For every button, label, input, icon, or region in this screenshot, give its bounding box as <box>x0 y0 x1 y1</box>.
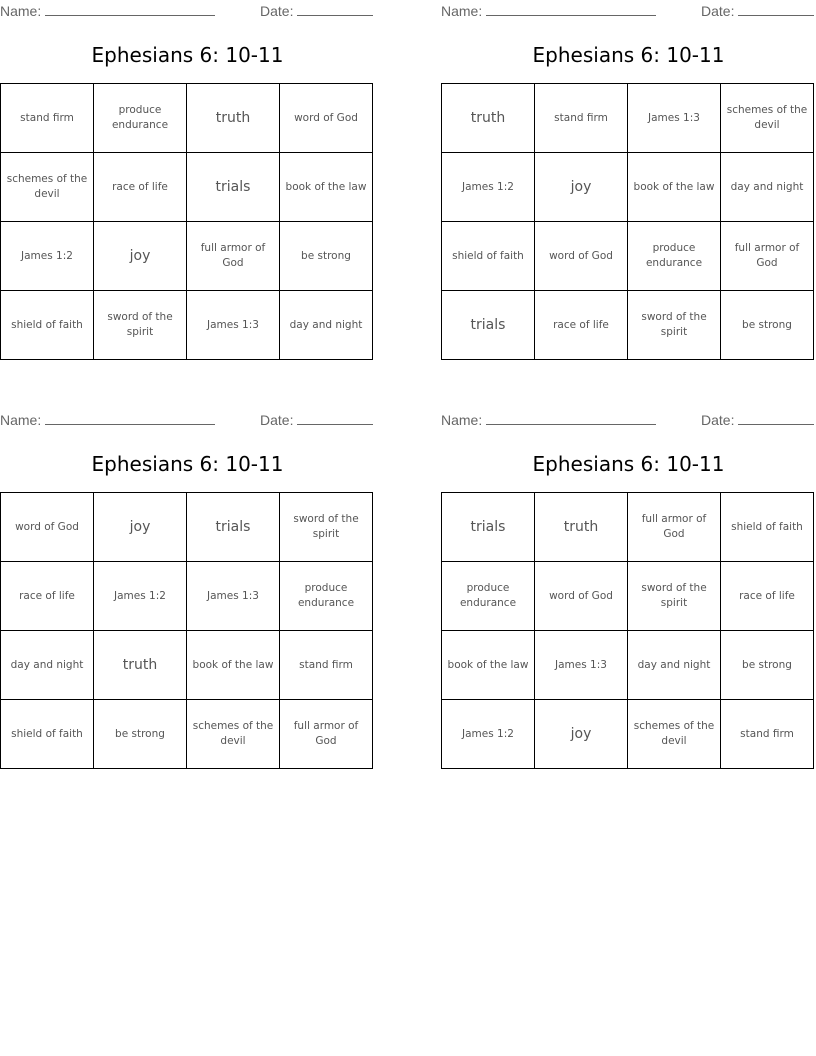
bingo-cell[interactable]: be strong <box>280 222 373 291</box>
bingo-cell[interactable]: day and night <box>628 631 721 700</box>
bingo-cell[interactable]: full armor of God <box>280 700 373 769</box>
bingo-cell[interactable]: sword of the spirit <box>628 291 721 360</box>
bingo-cell[interactable]: trials <box>187 493 280 562</box>
bingo-cell[interactable]: James 1:3 <box>187 291 280 360</box>
bingo-cell[interactable]: race of life <box>94 153 187 222</box>
bingo-cell[interactable]: James 1:2 <box>442 700 535 769</box>
name-line <box>486 3 656 16</box>
bingo-cell[interactable]: sword of the spirit <box>94 291 187 360</box>
bingo-grid <box>441 83 814 360</box>
bingo-card-4 <box>441 409 816 747</box>
bingo-card-1 <box>0 0 375 338</box>
date-label: Date: <box>260 412 294 428</box>
bingo-cell[interactable]: sword of the spirit <box>280 493 373 562</box>
date-field[interactable] <box>260 412 373 428</box>
bingo-cell[interactable]: be strong <box>721 291 814 360</box>
bingo-cell[interactable]: produce endurance <box>280 562 373 631</box>
name-field[interactable] <box>441 412 656 428</box>
bingo-cell[interactable]: shield of faith <box>1 291 94 360</box>
bingo-cell[interactable]: produce endurance <box>442 562 535 631</box>
bingo-cell[interactable]: schemes of the devil <box>721 84 814 153</box>
card-title: Ephesians 6: 10-11 <box>532 43 725 67</box>
bingo-cell[interactable]: shield of faith <box>721 493 814 562</box>
name-line <box>45 3 215 16</box>
bingo-cell[interactable]: book of the law <box>442 631 535 700</box>
date-label: Date: <box>260 3 294 19</box>
bingo-cell[interactable]: word of God <box>280 84 373 153</box>
bingo-cell[interactable]: joy <box>94 493 187 562</box>
bingo-cell[interactable]: stand firm <box>535 84 628 153</box>
bingo-grid <box>441 492 814 769</box>
bingo-cell[interactable]: produce endurance <box>94 84 187 153</box>
date-field[interactable] <box>701 412 814 428</box>
bingo-cell[interactable]: be strong <box>94 700 187 769</box>
bingo-cell[interactable]: sword of the spirit <box>628 562 721 631</box>
bingo-cell[interactable]: word of God <box>535 562 628 631</box>
bingo-grid <box>0 83 373 360</box>
grid-row <box>442 631 814 700</box>
name-date-row <box>0 0 375 22</box>
grid-row <box>1 84 373 153</box>
grid-row <box>1 291 373 360</box>
name-field[interactable] <box>0 3 215 19</box>
bingo-cell[interactable]: schemes of the devil <box>628 700 721 769</box>
name-field[interactable] <box>441 3 656 19</box>
bingo-grid <box>0 492 373 769</box>
bingo-cell[interactable]: truth <box>535 493 628 562</box>
name-label: Name: <box>441 412 483 428</box>
date-line <box>738 3 814 16</box>
date-line <box>297 412 373 425</box>
bingo-cell[interactable]: James 1:2 <box>94 562 187 631</box>
bingo-cell[interactable]: stand firm <box>1 84 94 153</box>
name-date-row <box>441 0 816 22</box>
name-date-row <box>441 409 816 431</box>
bingo-cell[interactable]: joy <box>535 700 628 769</box>
bingo-cell[interactable]: produce endurance <box>628 222 721 291</box>
card-title: Ephesians 6: 10-11 <box>532 452 725 476</box>
date-field[interactable] <box>260 3 373 19</box>
bingo-cell[interactable]: schemes of the devil <box>1 153 94 222</box>
bingo-cell[interactable]: joy <box>535 153 628 222</box>
grid-row <box>442 700 814 769</box>
bingo-cell[interactable]: truth <box>442 84 535 153</box>
card-title: Ephesians 6: 10-11 <box>91 452 284 476</box>
grid-row <box>1 631 373 700</box>
name-line <box>486 412 656 425</box>
grid-row <box>442 493 814 562</box>
bingo-cell[interactable]: race of life <box>1 562 94 631</box>
bingo-cell[interactable]: truth <box>187 84 280 153</box>
bingo-cell[interactable]: full armor of God <box>187 222 280 291</box>
bingo-cell[interactable]: race of life <box>721 562 814 631</box>
bingo-cell[interactable]: be strong <box>721 631 814 700</box>
bingo-cell[interactable]: stand firm <box>721 700 814 769</box>
grid-row <box>442 84 814 153</box>
bingo-cell[interactable]: full armor of God <box>721 222 814 291</box>
name-field[interactable] <box>0 412 215 428</box>
bingo-cell[interactable]: book of the law <box>187 631 280 700</box>
bingo-card-3 <box>0 409 375 747</box>
grid-row <box>442 222 814 291</box>
bingo-cell[interactable]: shield of faith <box>1 700 94 769</box>
bingo-cell[interactable]: James 1:2 <box>442 153 535 222</box>
bingo-cell[interactable]: word of God <box>535 222 628 291</box>
bingo-cell[interactable]: day and night <box>721 153 814 222</box>
bingo-cell[interactable]: day and night <box>280 291 373 360</box>
bingo-cell[interactable]: shield of faith <box>442 222 535 291</box>
name-label: Name: <box>441 3 483 19</box>
grid-row <box>1 222 373 291</box>
bingo-cell[interactable]: trials <box>442 493 535 562</box>
bingo-cell[interactable]: James 1:3 <box>187 562 280 631</box>
bingo-cell[interactable]: day and night <box>1 631 94 700</box>
bingo-cell[interactable]: James 1:3 <box>535 631 628 700</box>
date-line <box>738 412 814 425</box>
name-label: Name: <box>0 3 42 19</box>
date-line <box>297 3 373 16</box>
bingo-cell[interactable]: stand firm <box>280 631 373 700</box>
date-label: Date: <box>701 3 735 19</box>
grid-row <box>442 562 814 631</box>
bingo-cell[interactable]: trials <box>442 291 535 360</box>
bingo-cell[interactable]: word of God <box>1 493 94 562</box>
bingo-cell[interactable]: truth <box>94 631 187 700</box>
grid-row <box>1 493 373 562</box>
card-title: Ephesians 6: 10-11 <box>91 43 284 67</box>
bingo-cell[interactable]: race of life <box>535 291 628 360</box>
name-date-row <box>0 409 375 431</box>
bingo-cell[interactable]: joy <box>94 222 187 291</box>
grid-row <box>442 291 814 360</box>
grid-row <box>1 562 373 631</box>
bingo-card-2 <box>441 0 816 338</box>
grid-row <box>1 700 373 769</box>
bingo-cell[interactable]: book of the law <box>280 153 373 222</box>
bingo-cell[interactable]: James 1:3 <box>628 84 721 153</box>
bingo-cell[interactable]: James 1:2 <box>1 222 94 291</box>
bingo-cell[interactable]: trials <box>187 153 280 222</box>
bingo-cell[interactable]: full armor of God <box>628 493 721 562</box>
grid-row <box>442 153 814 222</box>
bingo-cell[interactable]: schemes of the devil <box>187 700 280 769</box>
bingo-cell[interactable]: book of the law <box>628 153 721 222</box>
name-label: Name: <box>0 412 42 428</box>
date-label: Date: <box>701 412 735 428</box>
date-field[interactable] <box>701 3 814 19</box>
grid-row <box>1 153 373 222</box>
name-line <box>45 412 215 425</box>
